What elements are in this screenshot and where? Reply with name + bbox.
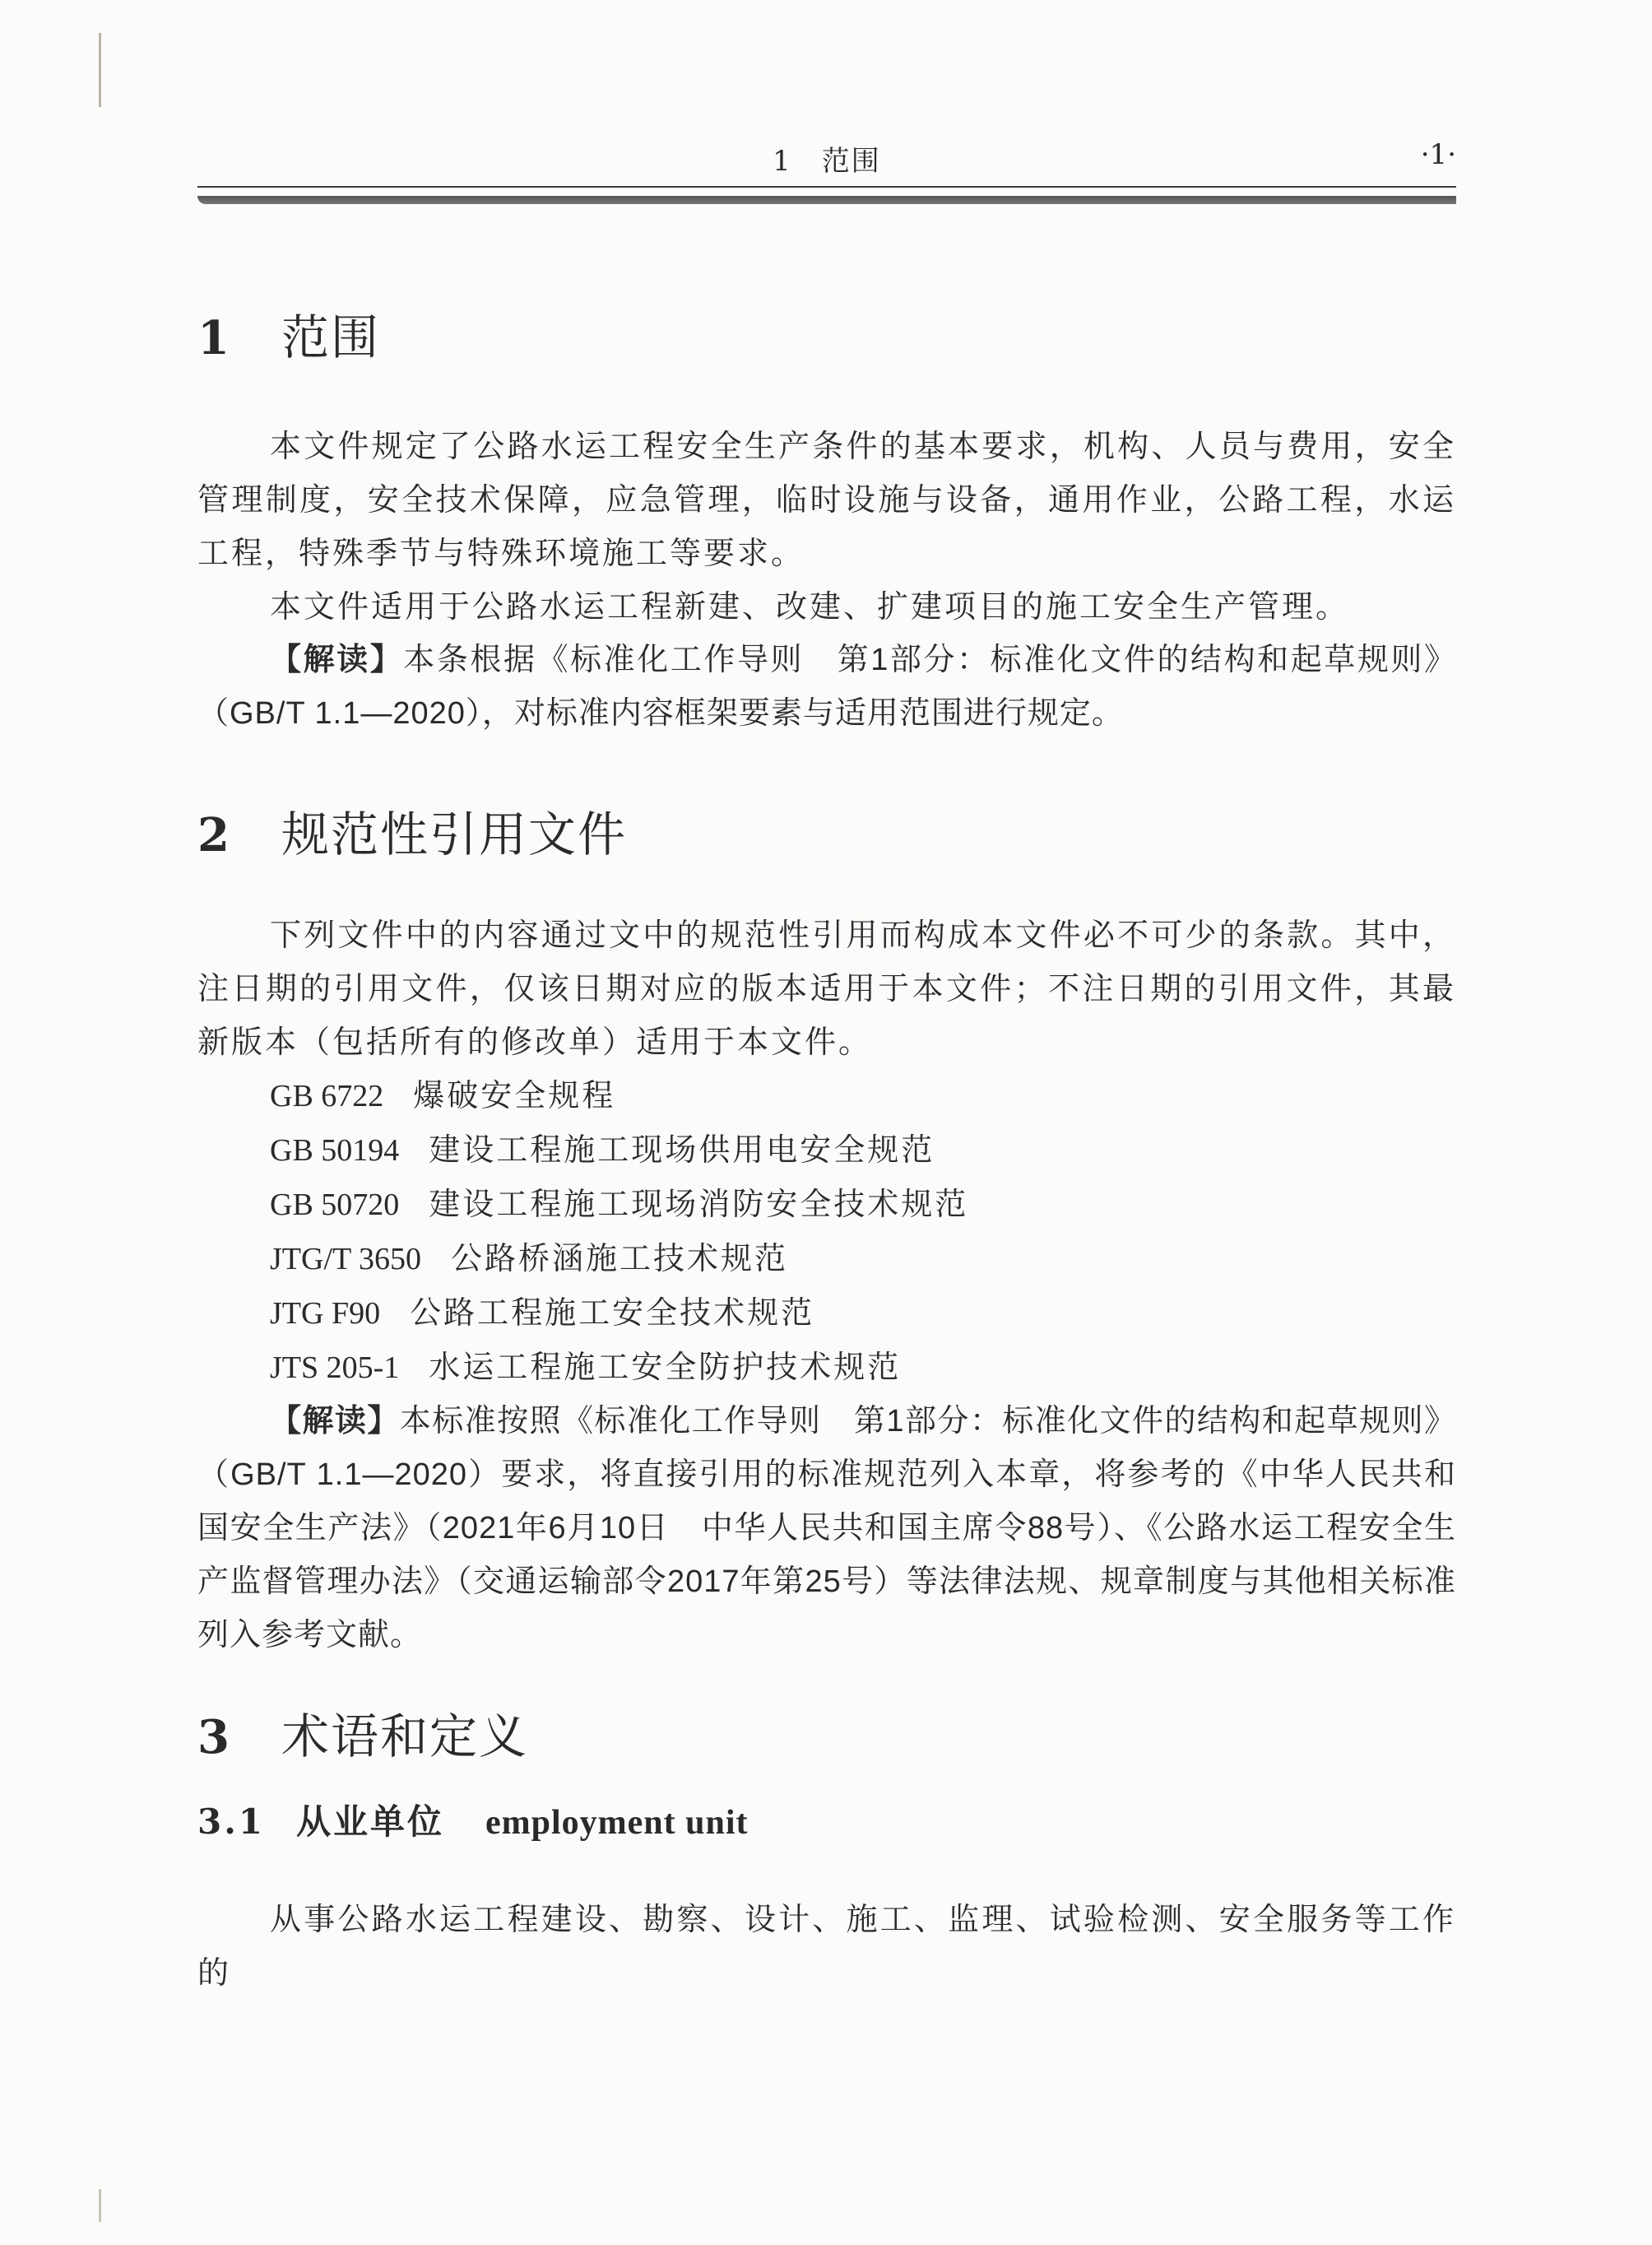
term-definition: 从事公路水运工程建设、勘察、设计、施工、监理、试验检测、安全服务等工作的 xyxy=(197,1901,1456,1991)
section-2-interpretation xyxy=(197,1395,1456,1662)
reference-title: 公路工程施工安全技术规范 xyxy=(410,1294,815,1331)
reference-item xyxy=(197,1232,1456,1286)
normative-references-list xyxy=(197,1069,1456,1395)
section-heading-1 xyxy=(197,304,1456,370)
page-number: ·1· xyxy=(1420,138,1456,171)
section-1-paragraph-2: 本文件适用于公路水运工程新建、改建、扩建项目的施工安全生产管理。 xyxy=(270,588,1350,625)
interpretation-text: 本标准按照《标准化工作导则 第1部分：标准化文件的结构和起草规则》（GB/T 1.1—2020）要求，将直接引用的标准规范列入本章，将参考的《中华人民共和国安全生产法》（2021年6月10日 中华人民共和国主席令88号）、《公路水运工程安全生产监督管理办法》（交通运输部令2017年第25号）等法律法规、规章制度与其他相关标准列入参考文献。 xyxy=(197,1404,1456,1652)
section-title: 规范性引用文件 xyxy=(281,806,628,862)
section-1-interpretation xyxy=(197,634,1456,741)
page-body xyxy=(197,304,1456,2000)
header-rule-thin xyxy=(197,186,1456,188)
reference-code: GB 50194 xyxy=(270,1133,400,1168)
reference-code: GB 6722 xyxy=(270,1079,384,1113)
scan-edge-mark xyxy=(99,33,101,107)
reference-code: JTS 205-1 xyxy=(270,1350,400,1385)
section-title: 范围 xyxy=(281,309,381,365)
interpretation-label: 【解读】 xyxy=(270,1404,400,1439)
reference-title: 公路桥涵施工技术规范 xyxy=(451,1240,789,1276)
scan-edge-mark xyxy=(99,2189,101,2222)
reference-item xyxy=(197,1286,1456,1341)
section-number: 2 xyxy=(197,808,231,862)
term-title-english: employment unit xyxy=(485,1804,749,1842)
running-header-title: 1 范围 xyxy=(773,145,881,178)
section-number: 3 xyxy=(197,1710,231,1764)
section-heading-3 xyxy=(197,1704,1456,1769)
section-1-paragraph-1: 本文件规定了公路水运工程安全生产条件的基本要求，机构、人员与费用，安全管理制度，安全技术保障，应急管理，临时设施与设备，通用作业，公路工程，水运工程，特殊季节与特殊环境施工等要求。 xyxy=(197,428,1456,571)
section-title: 术语和定义 xyxy=(281,1708,529,1764)
section-heading-2 xyxy=(197,802,1456,867)
running-header xyxy=(197,138,1456,184)
reference-title: 建设工程施工现场消防安全技术规范 xyxy=(429,1186,969,1222)
subsection-heading-3-1 xyxy=(197,1789,1456,1855)
reference-title: 水运工程施工安全防护技术规范 xyxy=(429,1349,902,1385)
subsection-number: 3.1 xyxy=(197,1801,266,1842)
reference-code: JTG F90 xyxy=(270,1296,381,1331)
reference-item xyxy=(197,1123,1456,1178)
header-rule-thick xyxy=(197,196,1456,204)
term-title: 从业单位 xyxy=(296,1801,445,1842)
interpretation-label: 【解读】 xyxy=(270,643,404,677)
section-2-paragraph-1: 下列文件中的内容通过文中的规范性引用而构成本文件必不可少的条款。其中，注日期的引用文件，仅该日期对应的版本适用于本文件；不注日期的引用文件，其最新版本（包括所有的修改单）适用于本文件。 xyxy=(197,917,1456,1060)
reference-title: 建设工程施工现场供用电安全规范 xyxy=(429,1132,935,1168)
reference-item xyxy=(197,1341,1456,1395)
reference-code: JTG/T 3650 xyxy=(270,1242,422,1276)
reference-code: GB 50720 xyxy=(270,1188,400,1222)
reference-item xyxy=(197,1178,1456,1232)
interpretation-text: 本条根据《标准化工作导则 第1部分：标准化文件的结构和起草规则》（GB/T 1.1—2020），对标准内容框架要素与适用范围进行规定。 xyxy=(197,643,1456,731)
reference-item xyxy=(197,1069,1456,1123)
section-number: 1 xyxy=(197,311,231,365)
reference-title: 爆破安全规程 xyxy=(413,1077,616,1113)
